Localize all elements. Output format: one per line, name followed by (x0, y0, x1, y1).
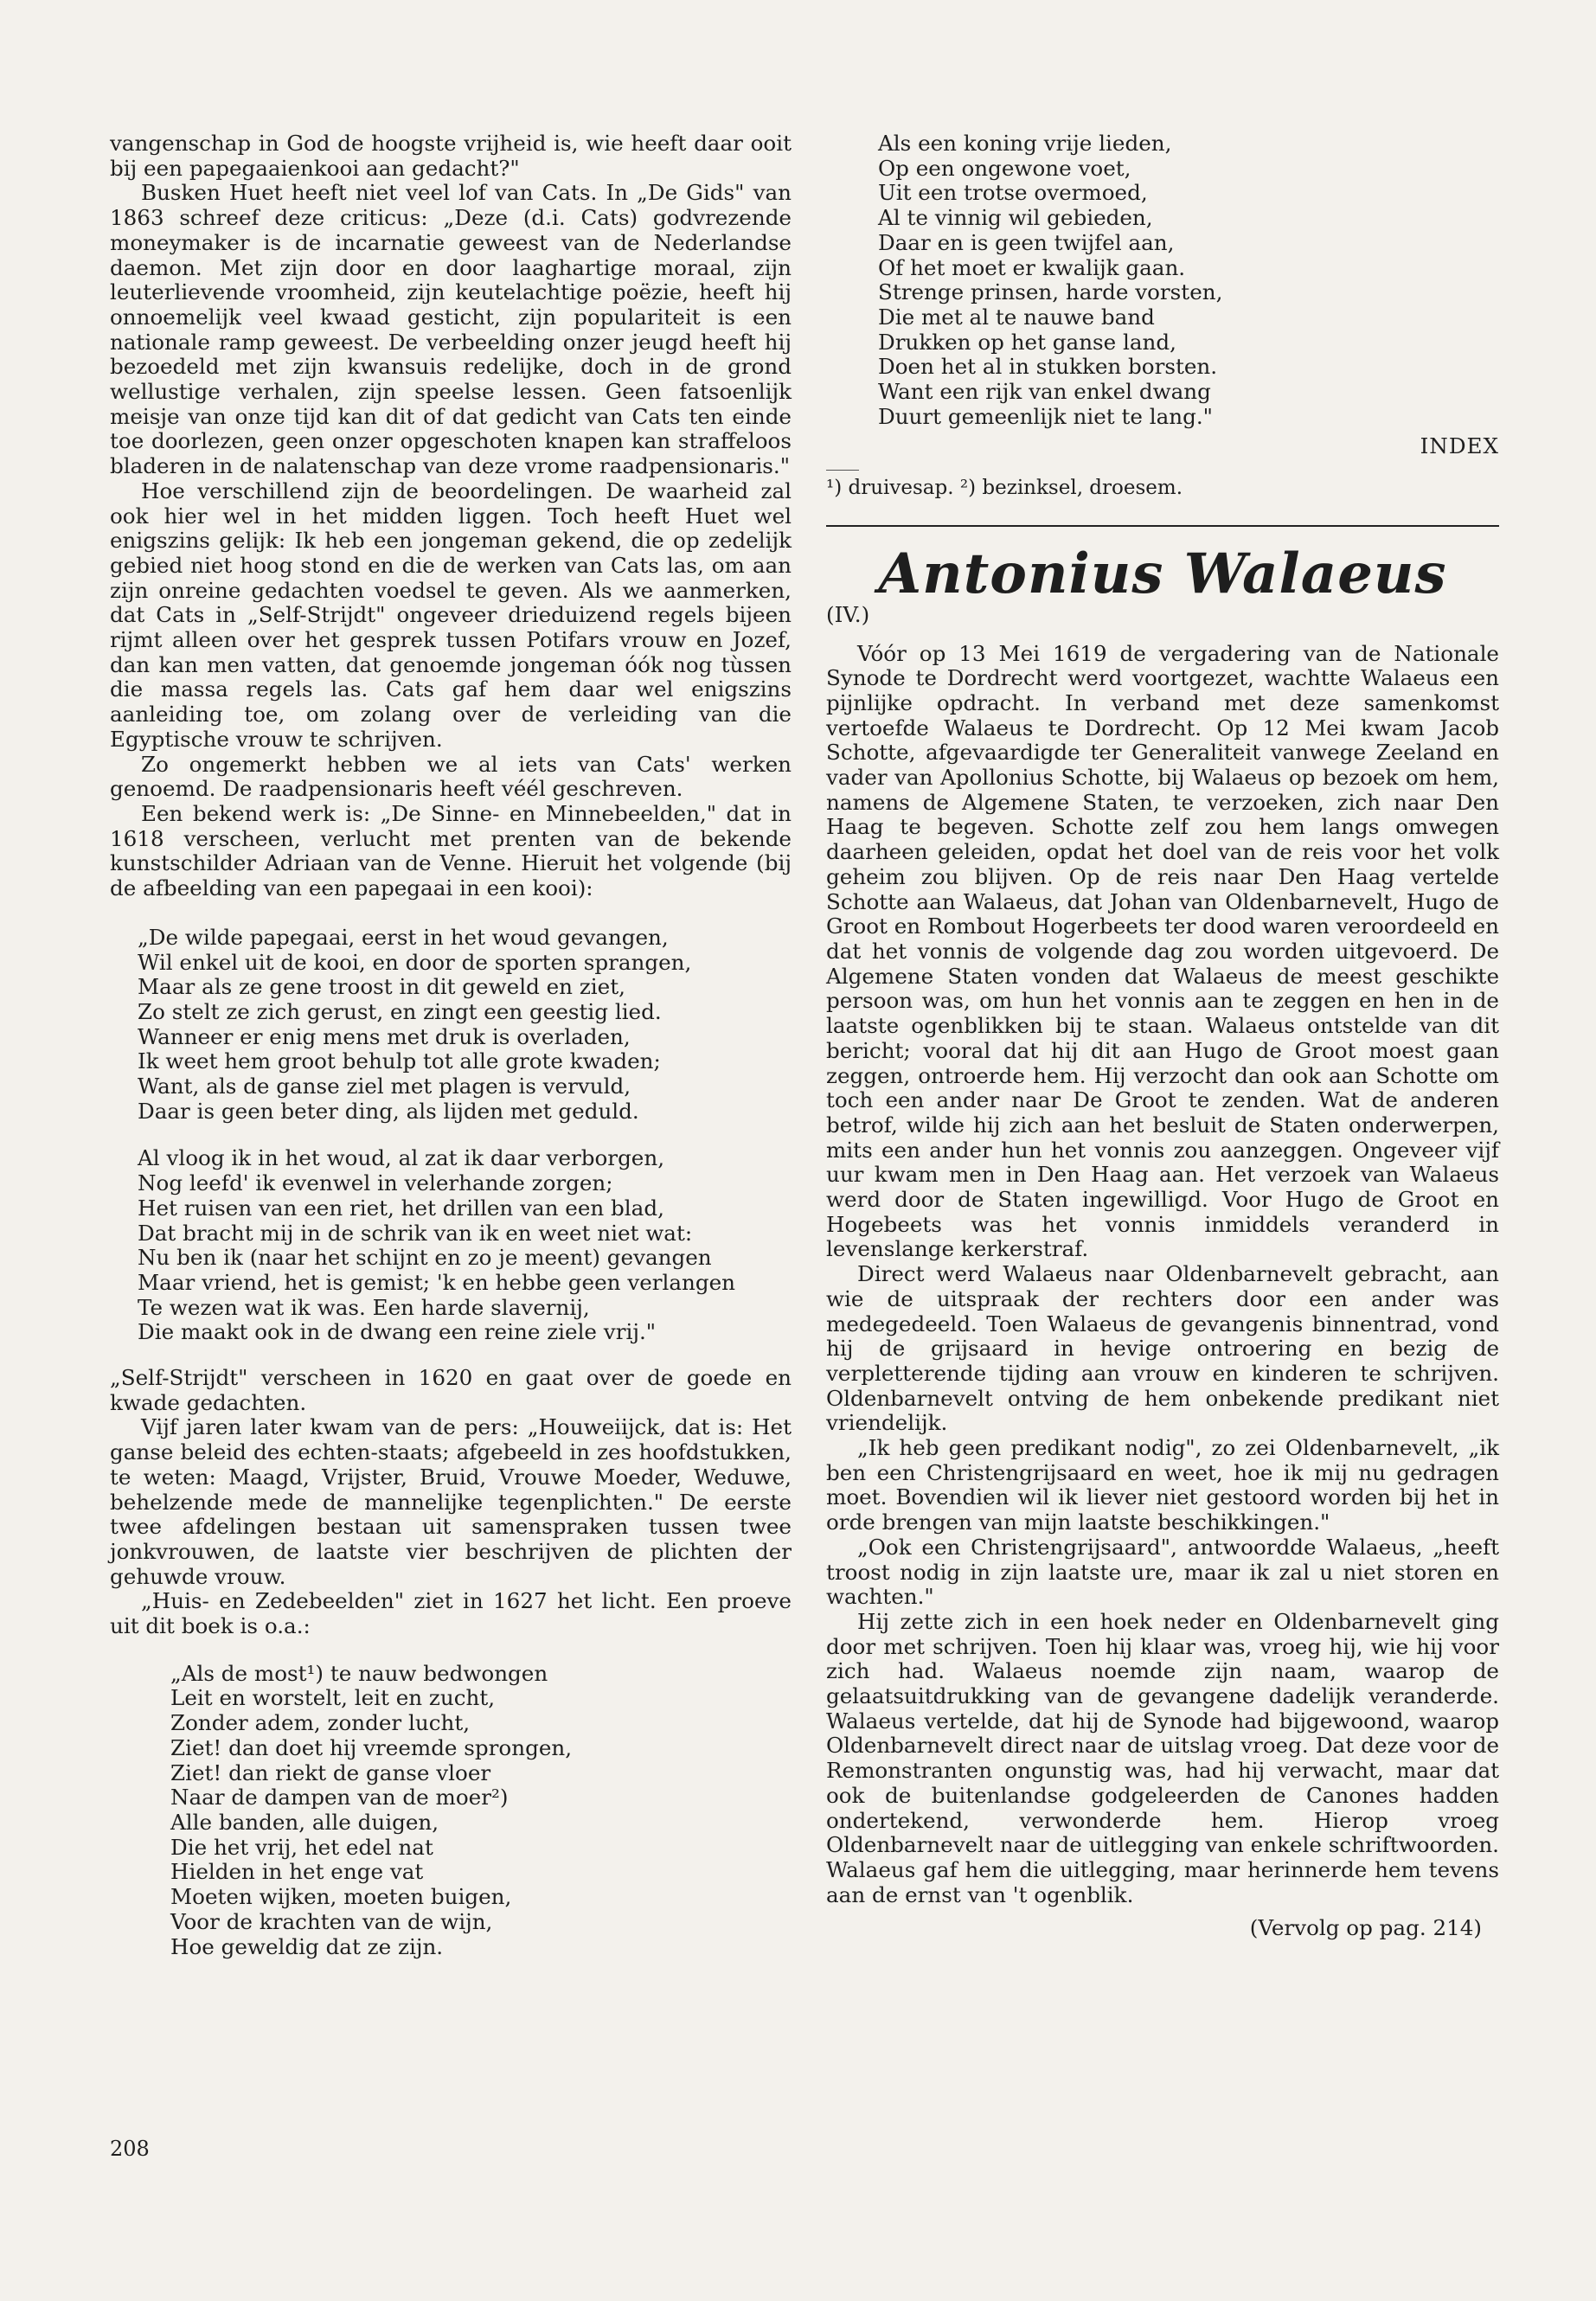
paragraph: „Huis- en Zedebeelden" ziet in 1627 het licht. Een proeve uit dit boek is o.a.: (110, 1588, 792, 1639)
poem-line: „De wilde papegaai, eerst in het woud gevangen, (138, 924, 669, 950)
poem-line: Maar als ze gene troost in dit geweld en ziet, (138, 974, 625, 1000)
paragraph: „Ik heb geen predikant nodig", zo zei Oldenbarnevelt, „ik ben een Christengrijsaard en weet, hoe ik mij nu gedragen moet. Bovendien wil ik liever niet gestoord worden bij het in orde brengen van mijn laatste beschikkingen." (826, 1435, 1499, 1535)
article-part: (IV.) (826, 601, 870, 627)
poem-line: Nog leefd' ik evenwel in velerhande zorgen; (138, 1170, 613, 1196)
right-column (826, 131, 1499, 1941)
paragraph: Een bekend werk is: „De Sinne- en Minnebeelden," dat in 1618 verscheen, verlucht met prenten van de bekende kunstschilder Adriaan van de Venne. Hieruit het volgende (bij de afbeelding van een papegaai in een kooi): (110, 800, 792, 901)
poem-huis-en-zedebeelden (170, 1662, 792, 1959)
poem-line: Die het vrij, het edel nat (170, 1834, 433, 1860)
poem-line: Voor de krachten van de wijn, (170, 1908, 493, 1934)
poem-line: Hoe geweldig dat ze zijn. (170, 1933, 444, 1959)
paragraph: Busken Huet heeft niet veel lof van Cats. In „De Gids" van 1863 schreef deze criticus: „Deze (d.i. Cats) godvrezende moneymaker is de incarnatie geweest van de Nederlandse daemon. Met zijn door en door laaghartige moraal, zijn leuterlievende vroomheid, zijn keutelachtige poëzie, heeft hij onnoemelijk veel kwaad gesticht, zijn populariteit is een nationale ramp geweest. De verbeelding onzer jeugd heeft hij bezoedeld met zijn kwansuis redelijke, doch in de grond wellustige verhalen, zijn speelse lessen. Geen fatsoenlijk meisje van onze tijd kan dit of dat gedicht van Cats ten einde toe doorlezen, geen onzer opgeschoten knapen kan straffeloos bladeren in de nalatenschap van deze vrome raadpensionaris." (110, 180, 792, 479)
paragraph: Vijf jaren later kwam van de pers: „Houweiijck, dat is: Het ganse beleid des echten-staats; afgebeeld in zes hoofdstukken, te weten: Maagd, Vrijster, Bruid, Vrouwe Moeder, Weduwe, behelzende mede de mannelijke tegenplichten." De eerste twee afdelingen bestaan uit samenspraken tussen twee jonkvrouwen, de laatste vier beschrijven de plichten der gehuwde vrouw. (110, 1414, 792, 1589)
poem-line: Strenge prinsen, harde vorsten, (878, 279, 1223, 305)
poem-line: Duurt gemeenlijk niet te lang." (878, 403, 1213, 429)
poem-line: „Als de most¹) te nauw bedwongen (170, 1660, 548, 1686)
paragraph: Direct werd Walaeus naar Oldenbarnevelt gebracht, aan wie de uitspraak der rechters door een ander was medegedeeld. Toen Walaeus de gevangenis binnentrad, vond hij de grijsaard in hevige ontroering en bezig de verpletterende tijding aan vrouw en kinderen te schrijven. Oldenbarnevelt ontving de hem onbekende predikant niet vriendelijk. (826, 1261, 1499, 1436)
poem-line: Te wezen wat ik was. Een harde slavernij, (138, 1294, 590, 1320)
poem-line: Uit een trotse overmoed, (878, 180, 1148, 206)
poem-line: Want, als de ganse ziel met plagen is vervuld, (138, 1074, 631, 1099)
poem-line: Dat bracht mij in de schrik van ik en weet niet wat: (138, 1220, 693, 1246)
poem-line: Op een ongewone voet, (878, 155, 1131, 181)
poem-line: Het ruisen van een riet, het drillen van een blad, (138, 1195, 664, 1221)
poem-sinnebeelden (138, 926, 792, 1345)
poem-line: Want een rijk van enkel dwang (878, 379, 1211, 405)
paragraph: Vóór op 13 Mei 1619 de vergadering van de Nationale Synode te Dordrecht werd voortgezet, wachtte Walaeus een pijnlijke opdracht. In verband met deze samenkomst vertoefde Walaeus te Dordrecht. Op 12 Mei kwam Jacob Schotte, afgevaardigde ter Generaliteit vanwege Zeeland en vader van Apollonius Schotte, bij Walaeus op bezoek om hem, namens de Algemene Staten, te verzoeken, zich naar Den Haag te begeven. Schotte zelf zou hem langs omwegen daarheen geleiden, opdat het doel van de reis voor het volk geheim zou blijven. Op de reis naar Den Haag vertelde Schotte aan Walaeus, dat Johan van Oldenbarnevelt, Hugo de Groot en Rombout Hogerbeets ter dood waren veroordeeld en dat het vonnis de volgende dag zou worden uitgevoerd. De Algemene Staten vonden dat Walaeus de meest geschikte persoon was, om hun het vonnis aan te zeggen en hen in de laatste ogenblikken bij te staan. Walaeus ontstelde van dit bericht; vooral dat hij dit aan Hugo de Groot moest gaan zeggen, ontroerde hem. Hij verzocht dan ook aan Schotte om toch een ander naar De Groot te zenden. Wat de anderen betrof, wilde hij zich aan het besluit de Staten onderwerpen, mits een ander hun het vonnis zou aanzeggen. Ongeveer vijf uur kwam men in Den Haag aan. Het verzoek van Walaeus werd door de Staten ingewilligd. Voor Hugo de Groot en Hogebeets was het vonnis inmiddels veranderd in levenslange kerkerstraf. (826, 640, 1500, 1262)
continued-note: (Vervolg op pag. 214) (1249, 1915, 1482, 1941)
poem-line: Doen het al in stukken borsten. (878, 354, 1218, 380)
poem-line: Die maakt ook in de dwang een reine ziele vrij." (138, 1319, 657, 1345)
footnotes: ¹) druivesap. ²) bezinksel, droesem. (826, 477, 1183, 500)
article-title: Antonius Walaeus (878, 541, 1447, 606)
poem-line: Daar is geen beter ding, als lijden met geduld. (138, 1098, 639, 1124)
poem-line: Zonder adem, zonder lucht, (170, 1710, 471, 1736)
paragraph: Hoe verschillend zijn de beoordelingen. De waarheid zal ook hier wel in het midden liggen. Toch heeft Huet wel enigszins gelijk: Ik heb een jongeman gekend, die op zedelijk gebied niet hoog stond en die de werken van Cats las, om aan zijn onreine gedachten voedsel te geven. Als we aanmerken, dat Cats in „Self-Strijdt" ongeveer drieduizend regels bijeen rijmt alleen over het gesprek tussen Potifars vrouw en Jozef, dan kan men vatten, dat genoemde jongeman óók nog tùssen die massa regels las. Cats gaf hem daar wel enigszins aanleiding toe, om zolang over de verleiding van die Egyptische vrouw te schrijven. (110, 478, 792, 752)
poem-continued (878, 131, 1499, 429)
poem-line: Ziet! dan doet hij vreemde sprongen, (170, 1734, 573, 1760)
paragraph: „Ook een Christengrijsaard", antwoordde Walaeus, „heeft troost nodig in zijn laatste ure, maar ik zal u niet storen en wachten." (826, 1534, 1499, 1610)
page-number: 208 (110, 2137, 150, 2161)
poem-line: Moeten wijken, moeten buigen, (170, 1884, 512, 1910)
poem-line: Nu ben ik (naar het schijnt en zo je meent) gevangen (138, 1245, 712, 1271)
poem-line: Leit en worstelt, leit en zucht, (170, 1685, 496, 1711)
poem-line: Hielden in het enge vat (170, 1859, 424, 1885)
poem-line: Die met al te nauwe band (878, 304, 1155, 330)
poem-line: Als een koning vrije lieden, (878, 131, 1172, 156)
poem-line: Maar vriend, het is gemist; 'k en hebbe geen verlangen (138, 1269, 736, 1295)
after-poem-text (110, 1366, 792, 1639)
poem-line: Ziet! dan riekt de ganse vloer (170, 1759, 491, 1785)
paragraph: Hij zette zich in een hoek neder en Oldenbarnevelt ging door met schrijven. Toen hij klaar was, vroeg hij, wie hij voor zich had. Walaeus noemde zijn naam, waarop de gelaatsuitdrukking van de gevangene dadelijk veranderde. Walaeus vertelde, dat hij de Synode had bijgewoond, waarop Oldenbarnevelt direct naar de uitslag vroeg. Dat deze voor de Remonstranten ongunstig was, had hij verwacht, maar dat ook de buitenlandse godgeleerden de Canones hadden ondertekend, verwonderde hem. Hierop vroeg Oldenbarnevelt naar de uitlegging van enkele schriftwoorden. Walaeus gaf hem die uitlegging, maar herinnerde hem tevens aan de ernst van 't ogenblik. (826, 1608, 1499, 1907)
poem-line: Al te vinnig wil gebieden, (878, 205, 1153, 231)
poem-line: Ik weet hem groot behulp tot alle grote kwaden; (138, 1048, 661, 1074)
poem-line: Zo stelt ze zich gerust, en zingt een geestig lied. (138, 998, 662, 1024)
poem-line: Al vloog ik in het woud, al zat ik daar verborgen, (138, 1145, 665, 1171)
poem-line: Drukken op het ganse land, (878, 329, 1176, 355)
paragraph: „Self-Strijdt" verscheen in 1620 en gaat over de goede en kwade gedachten. (110, 1365, 792, 1415)
poem-line: Wil enkel uit de kooi, en door de sporten sprangen, (138, 949, 692, 975)
section-divider (826, 525, 1499, 527)
paragraph: Zo ongemerkt hebben we al iets van Cats' werken genoemd. De raadpensionaris heeft véél geschreven. (110, 751, 792, 802)
footnote-divider (826, 470, 859, 471)
paragraph: vangenschap in God de hoogste vrijheid is, wie heeft daar ooit bij een papegaaienkooi aan gedacht?" (110, 131, 792, 181)
poem-line: Of het moet er kwalijk gaan. (878, 254, 1186, 280)
poem-line: Wanneer er enig mens met druk is overladen, (138, 1023, 631, 1049)
author-tag: INDEX (1420, 433, 1499, 459)
left-column (110, 131, 792, 1959)
stanza-break (138, 1124, 792, 1146)
poem-line: Daar en is geen twijfel aan, (878, 229, 1175, 255)
poem-line: Naar de dampen van de moer²) (170, 1785, 509, 1811)
poem-line: Alle banden, alle duigen, (170, 1810, 439, 1835)
